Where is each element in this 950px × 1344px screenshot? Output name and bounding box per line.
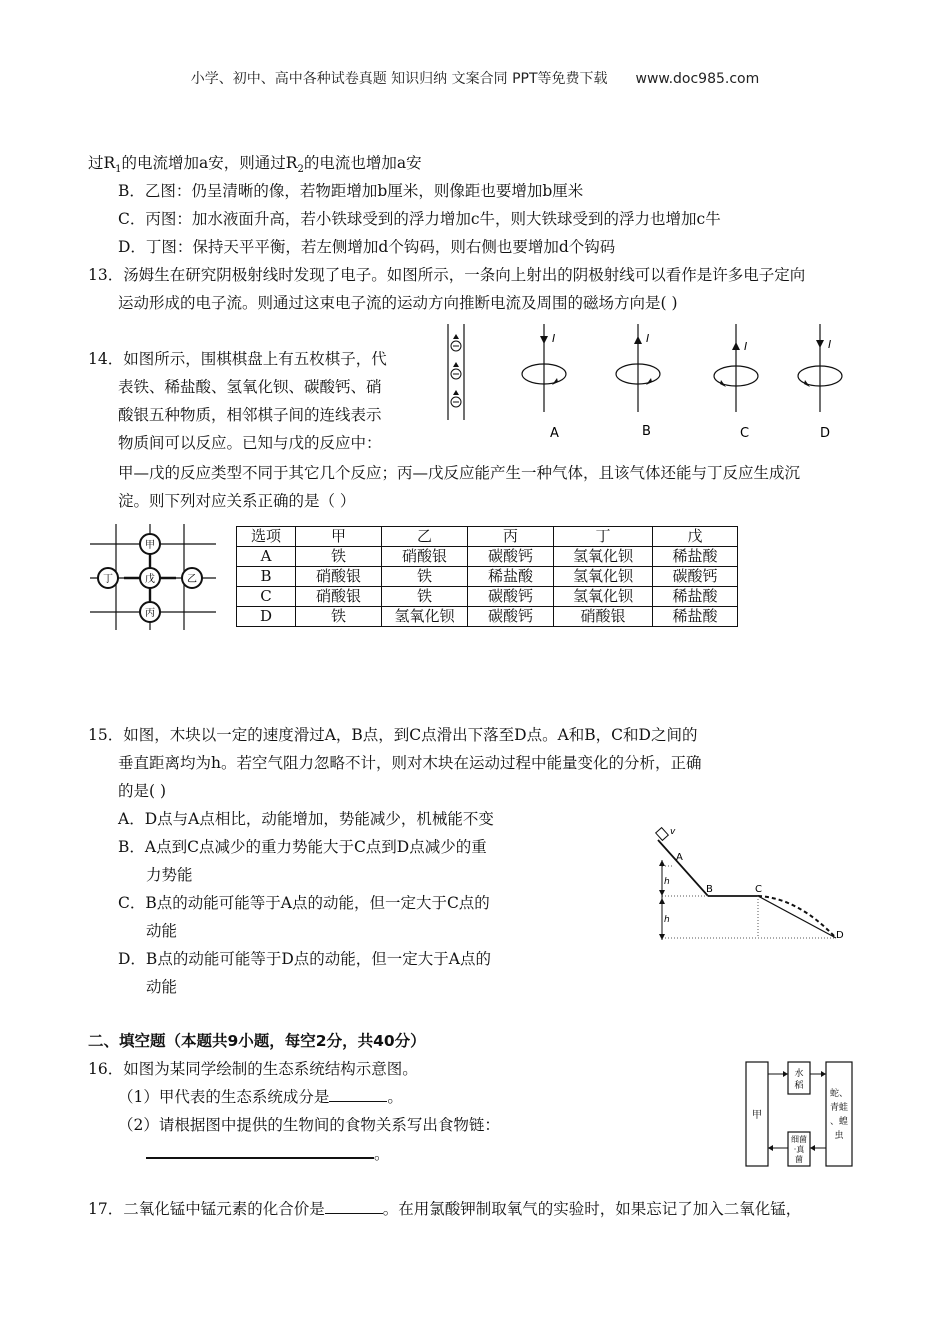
electron-1 xyxy=(451,334,461,351)
ecosystem-figure xyxy=(744,1056,856,1170)
q17-line1: 17．二氧化锰中锰元素的化合价是 。在用氯酸钾制取氧气的实验时，如果忘记了加入二氧化锰， xyxy=(88,1200,802,1218)
svg-text:D: D xyxy=(820,426,831,441)
option-d-diagram xyxy=(798,324,842,441)
svg-text:甲: 甲 xyxy=(752,1110,762,1121)
q17-blank-1[interactable] xyxy=(325,1199,383,1214)
q14-line2: 表铁、稀盐酸、氢氧化钡、碳酸钙、硝 xyxy=(118,378,382,396)
q15-option-c-line1: C．B点的动能可能等于A点的动能，但一定大于C点的 xyxy=(118,894,490,912)
q14-line3: 酸银五种物质，相邻棋子间的连线表示 xyxy=(118,406,382,424)
svg-text:I: I xyxy=(646,332,650,345)
q12-option-c: C．丙图：加水液面升高，若小铁球受到的浮力增加c牛，则大铁球受到的浮力也增加c牛 xyxy=(118,210,721,228)
svg-text:青蛙: 青蛙 xyxy=(829,1103,849,1113)
svg-text:h: h xyxy=(664,877,670,887)
q12-continuation: 过$R_1$的电流增加a安，则通过$R_2$的电流也增加a安 xyxy=(88,154,422,176)
table-row: D 铁 氢氧化钡 碳酸钙 硝酸银 稀盐酸 xyxy=(237,607,738,627)
svg-text:蛇、: 蛇、 xyxy=(829,1089,849,1099)
q12-option-d: D．丁图：保持天平平衡，若左侧增加d个钩码，则右侧也要增加d个钩码 xyxy=(118,238,616,256)
table-row: B 硝酸银 铁 稀盐酸 氢氧化钡 碳酸钙 xyxy=(237,567,738,587)
q15-option-b-line1: B．A点到C点减少的重力势能大于C点到D点减少的重 xyxy=(118,838,487,856)
svg-text:细菌: 细菌 xyxy=(791,1135,807,1144)
header-site: www.doc985.com xyxy=(635,71,760,87)
svg-text:丁: 丁 xyxy=(103,574,113,585)
q15-line3: 的是( ) xyxy=(118,782,167,800)
section-2-title: 二、填空题（本题共9小题，每空2分，共40分） xyxy=(88,1032,426,1050)
q16-answer-line: 。 xyxy=(146,1143,390,1164)
svg-text:B: B xyxy=(642,424,651,439)
svg-text:甲: 甲 xyxy=(145,540,155,551)
svg-text:丙: 丙 xyxy=(145,608,155,619)
go-board-figure xyxy=(88,522,218,632)
q15-option-a: A．D点与A点相比，动能增加，势能减少，机械能不变 xyxy=(118,810,494,828)
svg-text:乙: 乙 xyxy=(187,574,197,585)
svg-text:戊: 戊 xyxy=(145,574,155,585)
option-b-diagram xyxy=(616,324,660,439)
q15-option-b-line2: 力势能 xyxy=(146,866,193,884)
q14-line5: 甲—戊的反应类型不同于其它几个反应；丙—戊反应能产生一种气体，且该气体还能与丁反应生成沉 xyxy=(118,464,801,482)
q15-option-c-line2: 动能 xyxy=(146,922,178,940)
svg-text:C: C xyxy=(755,884,762,895)
q16-line1: 16．如图为某同学绘制的生态系统结构示意图。 xyxy=(88,1060,418,1078)
svg-text:稻: 稻 xyxy=(794,1081,804,1091)
box-animals xyxy=(826,1062,852,1166)
table-row: A 铁 硝酸银 碳酸钙 氢氧化钡 稀盐酸 xyxy=(237,547,738,567)
piece-jia xyxy=(140,534,160,554)
piece-ding xyxy=(98,568,118,588)
svg-text:A: A xyxy=(550,426,559,441)
header-text: 小学、初中、高中各种试卷真题 知识归纳 文案合同 PPT等免费下载 xyxy=(190,71,608,87)
magnetic-field-options-figure xyxy=(510,320,850,446)
svg-text:I: I xyxy=(828,338,832,351)
svg-text:C: C xyxy=(740,426,750,441)
q14-line6: 淀。则下列对应关系正确的是（ ） xyxy=(118,492,356,510)
q16-sub1: （1）甲代表的生态系统成分是 。 xyxy=(118,1088,403,1106)
svg-text:I: I xyxy=(552,332,556,345)
table-header-row: 选项 甲 乙 丙 丁 戊 xyxy=(237,527,738,547)
piece-bing xyxy=(140,602,160,622)
slope-energy-figure xyxy=(648,826,848,946)
cathode-ray-figure xyxy=(444,322,468,422)
svg-text:D: D xyxy=(836,930,844,941)
piece-yi xyxy=(182,568,202,588)
svg-text:虫: 虫 xyxy=(834,1131,844,1141)
page-header xyxy=(0,68,950,88)
svg-text:·真: ·真 xyxy=(793,1145,805,1154)
q16-blank-2[interactable] xyxy=(146,1143,374,1159)
wood-block xyxy=(656,828,669,841)
svg-text:B: B xyxy=(706,884,713,895)
svg-text:菌: 菌 xyxy=(795,1155,803,1164)
q15-option-d-line1: D．B点的动能可能等于D点的动能，但一定大于A点的 xyxy=(118,950,491,968)
option-c-diagram xyxy=(714,324,758,441)
svg-text:水: 水 xyxy=(794,1069,804,1079)
q14-line4: 物质间可以反应。已知与戊的反应中： xyxy=(118,434,382,452)
q15-line1: 15．如图，木块以一定的速度滑过A，B点，到C点滑出下落至D点。A和B，C和D之间的 xyxy=(88,726,698,744)
q15-option-d-line2: 动能 xyxy=(146,978,178,996)
option-a-diagram xyxy=(522,324,566,441)
svg-text:v: v xyxy=(670,827,676,837)
svg-text:A: A xyxy=(676,852,683,863)
q12-option-b: B．乙图：仍呈清晰的像，若物距增加b厘米，则像距也要增加b厘米 xyxy=(118,182,584,200)
q14-line1: 14．如图所示，围棋棋盘上有五枚棋子，代 xyxy=(88,350,387,368)
svg-text:I: I xyxy=(744,340,748,353)
q16-sub2: （2）请根据图中提供的生物间的食物关系写出食物链： xyxy=(118,1116,500,1134)
svg-text:、蝗: 、蝗 xyxy=(829,1117,849,1127)
svg-text:h: h xyxy=(664,915,670,925)
q14-options-table xyxy=(236,526,738,627)
electron-3 xyxy=(451,390,461,407)
q16-blank-1[interactable] xyxy=(329,1087,387,1102)
q13-line1: 13．汤姆生在研究阴极射线时发现了电子。如图所示，一条向上射出的阴极射线可以看作是许多电子定向 xyxy=(88,266,806,284)
q15-line2: 垂直距离均为h。若空气阻力忽略不计，则对木块在运动过程中能量变化的分析，正确 xyxy=(118,754,702,772)
electron-2 xyxy=(451,362,461,379)
table-row: C 硝酸银 铁 碳酸钙 氢氧化钡 稀盐酸 xyxy=(237,587,738,607)
piece-wu xyxy=(140,568,160,588)
q13-line2: 运动形成的电子流。则通过这束电子流的运动方向推断电流及周围的磁场方向是( ) xyxy=(118,294,678,312)
